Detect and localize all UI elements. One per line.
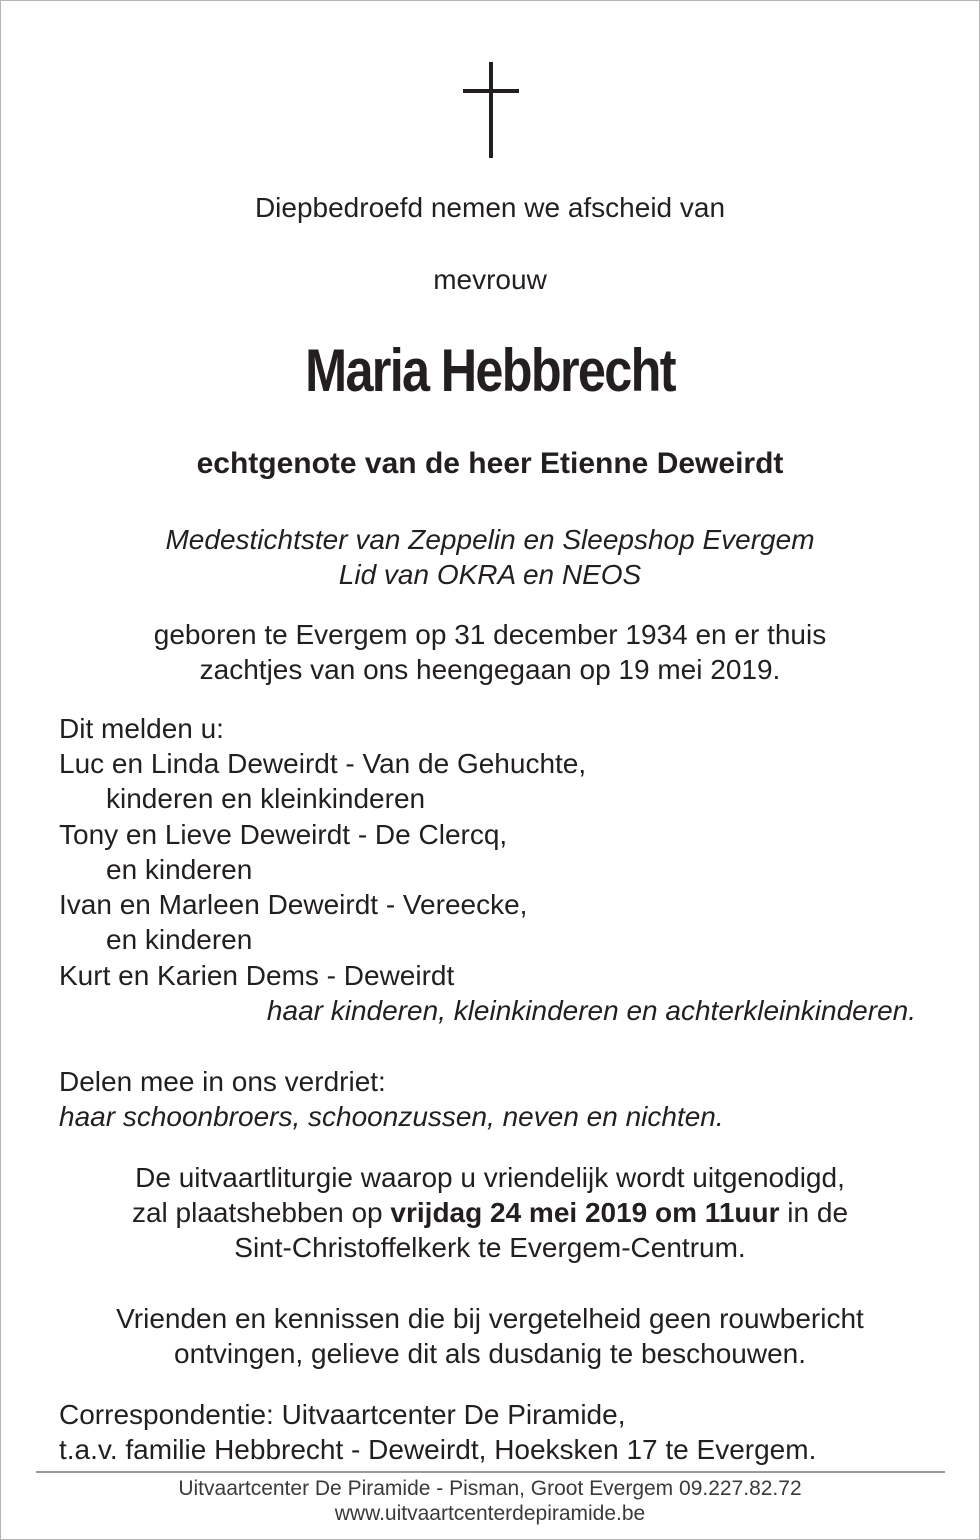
- announcer-line: kinderen en kleinkinderen: [106, 783, 426, 814]
- liturgy-line-1: De uitvaartliturgie waarop u vriendelijk wordt uitgenodigd,: [135, 1162, 845, 1193]
- liturgy-line-2: [0, 1195, 980, 1230]
- announcer-line: Tony en Lieve Deweirdt - De Clercq,: [59, 819, 508, 850]
- role-line: Lid van OKRA en NEOS: [338, 559, 642, 590]
- birth-line: geboren te Evergem op 31 december 1934 en er thuis: [153, 619, 827, 650]
- grief-heading: Delen mee in ons verdriet:: [59, 1066, 386, 1097]
- spouse-line: echtgenote van de heer Etienne Deweirdt: [196, 447, 784, 480]
- deceased-name: Maria Hebbrecht: [305, 337, 675, 404]
- grief-line: haar schoonbroers, schoonzussen, neven en nichten.: [59, 1101, 724, 1132]
- announcer-line: Kurt en Karien Dems - Deweirdt: [59, 960, 455, 991]
- footer-website: www.uitvaartcenterdepiramide.be: [334, 1502, 646, 1525]
- correspondence-line: Correspondentie: Uitvaartcenter De Piramide,: [59, 1399, 626, 1430]
- death-line: zachtjes van ons heengegaan op 19 mei 2019.: [199, 654, 781, 685]
- intro-text: Diepbedroefd nemen we afscheid van: [254, 192, 726, 223]
- notice-line: Vrienden en kennissen die bij vergetelheid geen rouwbericht: [116, 1303, 864, 1334]
- announcer-line: Ivan en Marleen Deweirdt - Vereecke,: [59, 889, 528, 920]
- liturgy-text: zal plaatshebben op: [131, 1197, 391, 1228]
- correspondence-line: t.a.v. familie Hebbrecht - Deweirdt, Hoeksken 17 te Evergem.: [59, 1434, 817, 1465]
- announcers-closing: haar kinderen, kleinkinderen en achterkleinkinderen.: [266, 995, 916, 1026]
- announcer-line: en kinderen: [106, 854, 253, 885]
- salutation: mevrouw: [433, 264, 547, 295]
- footer-separator: [36, 1471, 945, 1473]
- announcer-line: Luc en Linda Deweirdt - Van de Gehuchte,: [59, 748, 587, 779]
- announcer-line: en kinderen: [106, 924, 253, 955]
- notice-line: ontvingen, gelieve dit als dusdanig te beschouwen.: [174, 1338, 806, 1369]
- role-line: Medestichtster van Zeppelin en Sleepshop Evergem: [165, 524, 815, 555]
- announcers-heading: Dit melden u:: [59, 713, 224, 744]
- liturgy-line-3: Sint-Christoffelkerk te Evergem-Centrum.: [234, 1232, 746, 1263]
- liturgy-date: vrijdag 24 mei 2019 om 11uur: [390, 1197, 780, 1228]
- cross-icon: [463, 62, 519, 158]
- footer-contact: Uitvaartcenter De Piramide - Pisman, Groot Evergem 09.227.82.72: [178, 1477, 802, 1500]
- liturgy-text: in de: [779, 1197, 849, 1228]
